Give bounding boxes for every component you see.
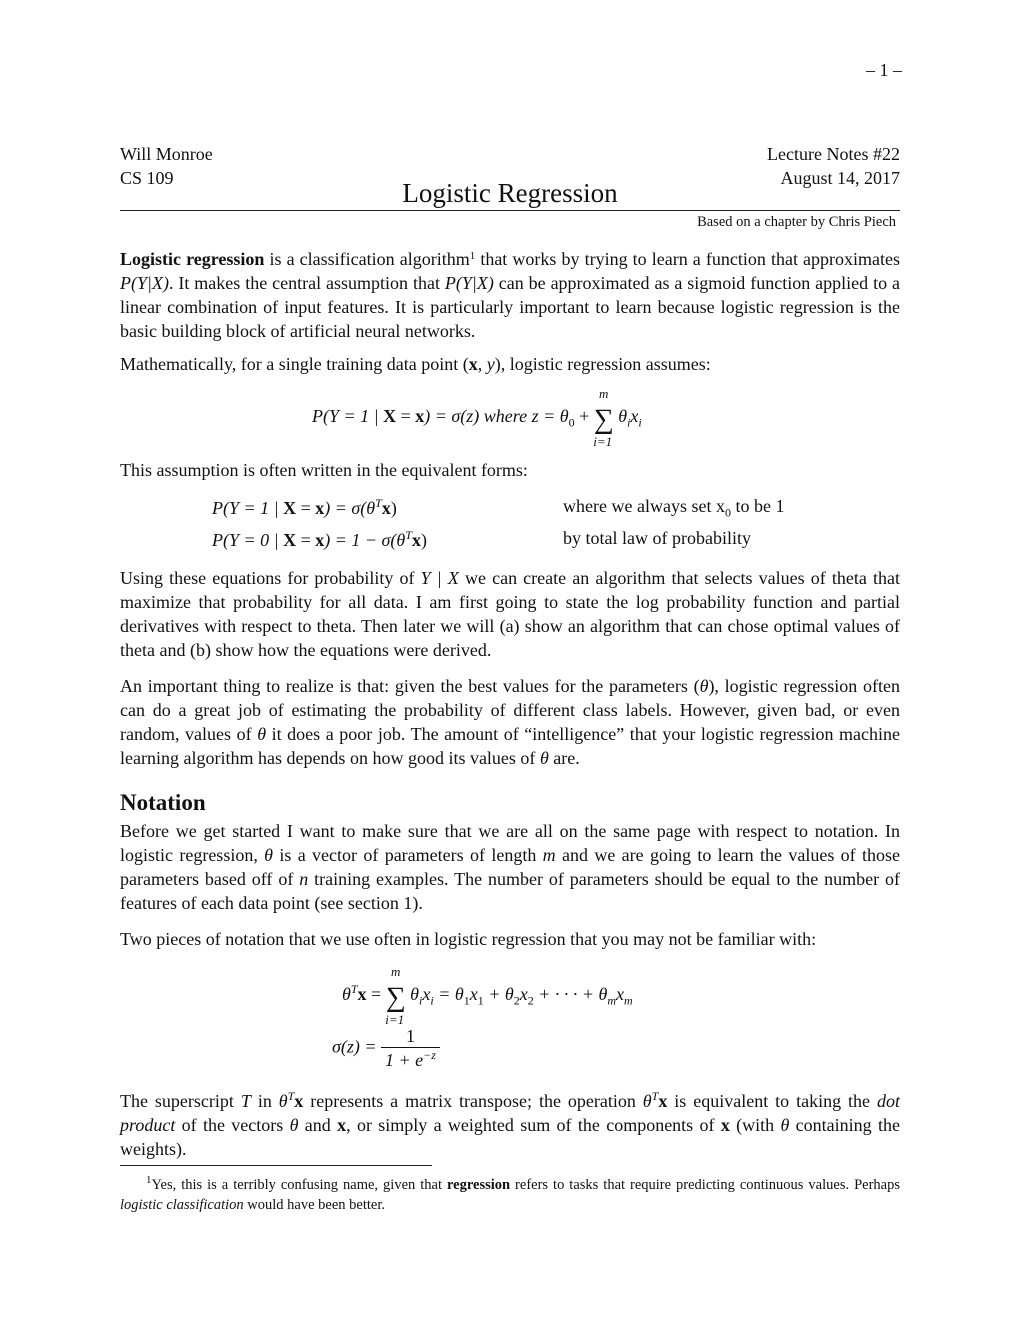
eq1-xi-sub: i <box>638 415 642 430</box>
eq3-x: x <box>357 984 367 1004</box>
sum2-top: m <box>390 964 401 979</box>
eq3-eq: = <box>366 984 386 1004</box>
using-yx: Y | X <box>420 568 459 588</box>
eq3-exp-a: θ <box>410 984 419 1004</box>
sup-x-2: x <box>658 1091 668 1111</box>
eq2-row2-T: T <box>405 528 412 542</box>
intro-text-d: can be approximated as a sigmoid function applied to a linear combination of input features. It is particularly important to learn because logistic regression is the basic building block of artificial neural networks. <box>120 273 900 341</box>
author: Will Monroe <box>120 144 213 164</box>
course: CS 109 <box>120 168 174 188</box>
footnote-a: Yes, this is a terribly confusing name, given that <box>151 1177 447 1193</box>
eq2-row2-x2: x <box>411 530 421 550</box>
pyx-math: P(Y|X) <box>120 273 169 293</box>
eq2-row2-lhs: P(Y = 0 | <box>212 530 284 550</box>
eq1-mid: = <box>396 406 416 426</box>
sigmoid-numerator: 1 <box>381 1026 440 1048</box>
sup-i: containing the weights). <box>120 1115 900 1159</box>
eq3-T: T <box>350 982 358 996</box>
math-intro-x: x <box>468 354 478 374</box>
pyx-math-2: P(Y|X) <box>444 273 494 293</box>
important-a: An important thing to realize is that: given the best values for the parameters ( <box>120 676 700 696</box>
sup-b: in <box>250 1091 279 1111</box>
intro-text-c: . It makes the central assumption that <box>168 273 445 293</box>
two-pieces-paragraph: Two pieces of notation that we use often in logistic regression that you may not be familiar with: <box>120 929 817 949</box>
eq3-plus-a: + θ <box>483 984 514 1004</box>
eq2-row1-X: X <box>283 498 297 518</box>
sigmoid-fraction <box>381 1026 440 1071</box>
sup-theta-4: θ <box>780 1115 790 1135</box>
math-intro-paragraph <box>120 352 900 376</box>
eq2-row2-mid: ) = 1 − σ(θ <box>324 530 406 550</box>
sup-d: is equivalent to taking the <box>667 1091 877 1111</box>
intro-text-a: is a classification algorithm <box>264 249 470 269</box>
date: August 14, 2017 <box>780 168 900 188</box>
eq3-sub2-x: 2 <box>527 993 534 1008</box>
notation-theta: θ <box>264 845 274 865</box>
eq1-xi: x <box>630 406 639 426</box>
sup-T-2: T <box>287 1089 295 1103</box>
footnote-rule <box>120 1165 432 1166</box>
sum-symbol: ∑ m i=1 <box>594 404 614 436</box>
important-c: it does a poor job. The amount of “intelligence” that your logistic regression machine learning algorithm has depends on how good its values of <box>120 724 901 768</box>
notation-n: n <box>299 869 309 889</box>
important-theta-1: θ <box>699 676 709 696</box>
important-d: are. <box>548 748 580 768</box>
intro-paragraph <box>120 244 900 343</box>
sum-bottom: i=1 <box>593 434 613 449</box>
sigmoid-lhs: σ(z) = <box>332 1036 382 1057</box>
sup-e: of the vectors <box>175 1115 290 1135</box>
math-intro-sep: , <box>477 354 487 374</box>
equation-logistic <box>312 386 642 449</box>
eq2-row2-eq: = <box>296 530 316 550</box>
eq3-subm-x: m <box>624 993 633 1008</box>
footnote-bold: regression <box>446 1177 511 1193</box>
eq3-sub1-x: 1 <box>477 993 484 1008</box>
math-intro-b: ), logistic regression assumes: <box>494 354 711 374</box>
notation-heading: Notation <box>120 790 206 815</box>
eq3-dots: + · · · + θ <box>533 984 608 1004</box>
sum2-bottom: i=1 <box>385 1012 405 1027</box>
eq2-row1-T: T <box>375 496 382 510</box>
math-intro-a: Mathematically, for a single training data point ( <box>120 354 469 374</box>
eq1-lhs: P(Y = 1 | <box>312 406 384 426</box>
eq2-row2-end: ) <box>420 530 427 550</box>
sup-x-4: x <box>720 1115 730 1135</box>
sup-x-3: x <box>337 1115 347 1135</box>
eq3-sub2: 2 <box>513 993 520 1008</box>
notation-a: Before we get started I want to make sure that we are all on the same page with respect to notation. In logistic regression, <box>120 821 900 865</box>
eq3-exp-b: = θ <box>433 984 464 1004</box>
eq3-theta: θ <box>342 984 351 1004</box>
eq2-row1-eq: = <box>296 498 316 518</box>
sup-f: and <box>298 1115 338 1135</box>
sum-top: m <box>599 386 609 401</box>
eq1-X: X <box>383 406 397 426</box>
eq1-x: x <box>415 406 425 426</box>
eq3-subm: m <box>607 993 616 1008</box>
eq3-sub1: 1 <box>463 993 470 1008</box>
using-a: Using these equations for probability of <box>120 568 421 588</box>
sigmoid-den-exp: −z <box>423 1048 436 1062</box>
notation-paragraph <box>120 819 900 915</box>
eq1-sub0: 0 <box>568 415 575 430</box>
sup-T: T <box>240 1091 251 1111</box>
footnote-c: would have been better. <box>243 1197 385 1213</box>
eq1-theta: θ <box>618 406 628 426</box>
title-rule <box>120 210 900 211</box>
intro-term: Logistic regression <box>120 249 265 269</box>
important-paragraph <box>120 674 900 770</box>
sup-theta-2: θ <box>642 1091 652 1111</box>
eq1-plus: + <box>574 406 594 426</box>
eq2-row2-X: X <box>283 530 297 550</box>
equation-form-1-note <box>563 496 784 521</box>
notes-number: Lecture Notes #22 <box>767 144 900 164</box>
equation-dot-product: $\theta^Tx$ = ∑ m i=1 $\theta_ix_i = \theta_1x_1 + \theta_2x_2$ + · · · + $\theta_mx_m$ <box>342 964 633 1027</box>
equation-sigmoid <box>332 1026 440 1071</box>
superscript-paragraph <box>120 1084 900 1161</box>
eq3-sub-i: i <box>419 993 423 1008</box>
notation-m: m <box>542 845 556 865</box>
eq3-sub-i-2: i <box>430 993 434 1008</box>
footnote-b: refers to tasks that require predicting continuous values. Perhaps <box>510 1177 900 1193</box>
dot-product-term: dot product <box>120 1091 900 1135</box>
eq2-row1-note-end: to be 1 <box>730 496 785 516</box>
sup-T-3: T <box>651 1089 659 1103</box>
page-number: – 1 – <box>866 60 902 80</box>
footnote-italic: logistic classification <box>120 1197 244 1213</box>
important-theta-3: θ <box>539 748 549 768</box>
intro-text-b: that works by trying to learn a function that approximates <box>475 249 901 269</box>
equation-form-1 <box>212 496 397 519</box>
notation-d: training examples. The number of parameters should be equal to the number of features of each data point (see section 1). <box>120 869 900 913</box>
important-b: ), logistic regression often can do a great job of estimating the probability of different class labels. However, given bad, or even random, values of <box>120 676 900 744</box>
sup-c: represents a matrix transpose; the operation <box>303 1091 643 1111</box>
math-intro-y: y <box>486 354 495 374</box>
footnote-mark: 1 <box>146 1174 152 1186</box>
equation-form-2 <box>212 528 427 551</box>
notation-b: is a vector of parameters of length <box>273 845 543 865</box>
footnote <box>120 1170 900 1215</box>
eq2-row1-mid: ) = σ(θ <box>324 498 376 518</box>
eq1-rhs: ) = σ(z) where z = θ <box>424 406 569 426</box>
eq2-row2-x: x <box>315 530 325 550</box>
notation-c: and we are going to learn the values of those parameters based off of <box>120 845 900 889</box>
important-theta-2: θ <box>257 724 267 744</box>
sum-symbol-2: ∑ m i=1 <box>386 982 406 1014</box>
using-b: we can create an algorithm that selects values of theta that maximize that probability for all data. I am first going to state the log probability function and partial derivatives with respect to theta. Then later we will (a) show an algorithm that can chose optimal values of theta and (b) show how the equations were derived. <box>120 568 900 660</box>
eq2-row1-x2: x <box>381 498 391 518</box>
attribution: Based on a chapter by Chris Piech <box>697 214 896 230</box>
eq2-row1-note: where we always set x <box>563 496 725 516</box>
equiv-intro: This assumption is often written in the equivalent forms: <box>120 460 528 480</box>
sup-g: , or simply a weighted sum of the components of <box>346 1115 721 1135</box>
sigmoid-denominator <box>381 1048 440 1071</box>
equation-form-2-note: by total law of probability <box>563 528 751 548</box>
footnote-marker[interactable]: 1 <box>469 250 476 262</box>
eq2-row1-lhs: P(Y = 1 | <box>212 498 284 518</box>
eq1-theta-sub: i <box>627 415 631 430</box>
sigmoid-den-text: 1 + e <box>385 1050 424 1070</box>
sup-h: (with <box>729 1115 781 1135</box>
sup-x-1: x <box>294 1091 304 1111</box>
eq2-row1-end: ) <box>390 498 397 518</box>
sup-a: The superscript <box>120 1091 241 1111</box>
eq2-row1-note-sub: 0 <box>724 505 731 520</box>
sup-theta-1: θ <box>278 1091 288 1111</box>
eq2-row1-x: x <box>315 498 325 518</box>
using-paragraph <box>120 566 900 662</box>
sup-theta-3: θ <box>289 1115 299 1135</box>
page-title: Logistic Regression <box>402 178 618 208</box>
